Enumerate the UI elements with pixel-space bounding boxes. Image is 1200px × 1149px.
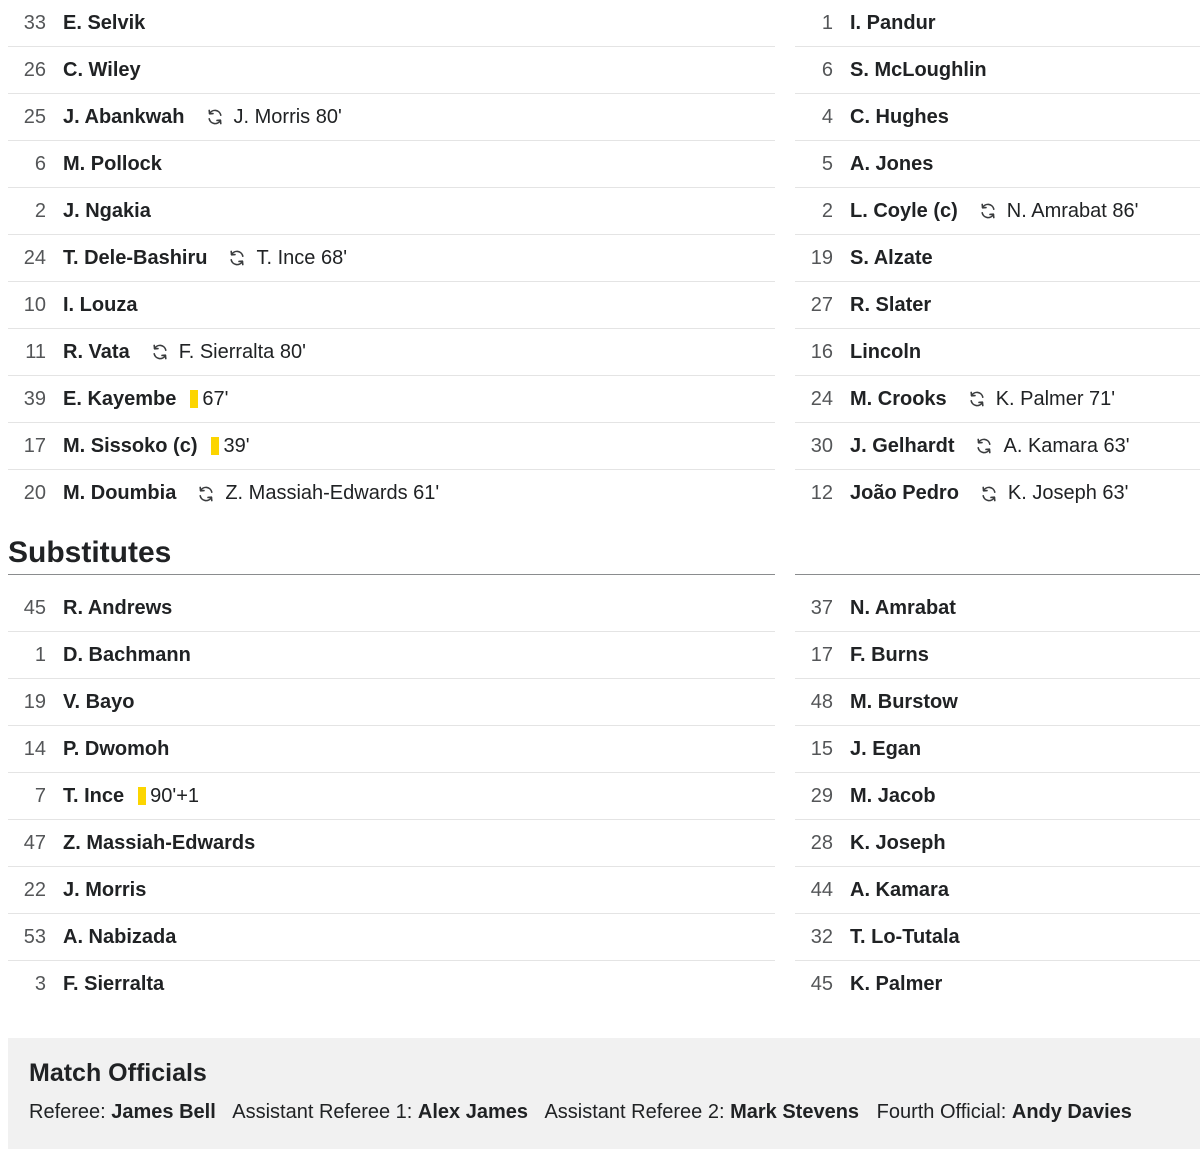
booking-minute: 67' [202,387,229,410]
player-row [795,914,1200,961]
player-name: F. Sierralta [63,973,165,995]
shirt-number: 4 [821,105,833,128]
shirt-number: 15 [810,737,833,760]
shirt-number: 14 [23,737,46,760]
substitute-in-name: F. Sierralta 80' [178,340,306,363]
player-name: P. Dwomoh [63,737,170,760]
player-row [795,585,1200,632]
official-referee [29,1101,216,1123]
player-row [8,423,775,470]
yellow-card-icon [211,437,219,455]
shirt-number: 48 [810,690,833,713]
player-name: T. Ince [63,784,125,807]
player-row [8,94,775,141]
player-row [795,773,1200,820]
player-row [8,235,775,282]
player-name: K. Joseph [850,831,946,854]
player-row [8,0,775,47]
substitution-icon [205,107,225,127]
player-name: D. Bachmann [63,643,191,666]
player-row [8,867,775,914]
substitution-event [974,435,1129,458]
player-row [795,726,1200,773]
player-name: T. Lo-Tutala [850,925,960,948]
player-row [795,679,1200,726]
shirt-number: 32 [810,925,833,948]
player-row [8,470,775,517]
player-name: J. Morris [63,878,147,901]
player-row [795,235,1200,282]
player-row [8,914,775,961]
player-name: E. Kayembe [63,387,177,410]
player-row [795,282,1200,329]
substitute-in-name: A. Kamara 63' [1003,434,1130,457]
player-name: J. Abankwah [63,105,185,128]
shirt-number: 44 [810,878,833,901]
substitution-event [196,482,439,505]
shirt-number: 20 [23,482,46,504]
shirt-number: 11 [25,340,46,363]
shirt-number: 6 [34,152,46,175]
official-name: James Bell [111,1101,216,1123]
shirt-number: 1 [821,11,833,34]
shirt-number: 26 [23,58,46,81]
player-row [8,329,775,376]
official-assistant-referee-2 [544,1101,859,1123]
substitution-event [979,482,1129,505]
substitution-event [205,106,342,129]
shirt-number: 45 [23,596,46,619]
player-row [795,0,1200,47]
player-name: C. Wiley [63,58,141,81]
substitute-in-name: K. Palmer 71' [995,387,1116,410]
shirt-number: 25 [23,105,46,128]
player-name: S. McLoughlin [850,58,987,81]
home-substitutes-list [8,585,775,1008]
shirt-number: 2 [34,199,46,222]
shirt-number: 17 [23,434,46,457]
yellow-card-event [190,388,228,411]
substitute-in-name: T. Ince 68' [256,246,348,269]
player-name: N. Amrabat [850,596,956,619]
shirt-number: 10 [23,293,46,316]
substitution-event [150,341,306,364]
shirt-number: 24 [23,246,46,269]
player-row [795,961,1200,1008]
player-name: T. Dele-Bashiru [63,246,208,269]
shirt-number: 16 [810,340,833,363]
away-starting-lineup [795,0,1200,517]
shirt-number: 6 [821,58,833,81]
yellow-card-event [211,435,249,458]
substitutes-heading: Substitutes [8,536,172,569]
player-name: C. Hughes [850,105,949,128]
player-name: M. Jacob [850,784,936,807]
shirt-number: 12 [810,482,833,504]
official-role: Fourth Official: [876,1101,1007,1123]
shirt-number: 28 [810,831,833,854]
match-officials-heading: Match Officials [29,1059,207,1087]
substitute-in-name: J. Morris 80' [233,105,342,128]
player-name: M. Sissoko (c) [63,434,198,457]
away-substitutes-list [795,585,1200,1008]
yellow-card-icon [190,390,198,408]
shirt-number: 24 [810,387,833,410]
substitution-icon [979,484,999,504]
shirt-number: 37 [810,596,833,619]
player-name: S. Alzate [850,246,933,269]
official-name: Andy Davies [1011,1101,1132,1123]
home-substitutes-divider [8,574,775,575]
player-name: E. Selvik [63,11,146,34]
player-row [795,470,1200,517]
player-row [795,47,1200,94]
player-name: M. Burstow [850,690,958,713]
player-row [795,376,1200,423]
substitution-icon [974,436,994,456]
substitution-event [227,247,347,270]
official-name: Alex James [417,1101,528,1123]
player-row [795,423,1200,470]
away-substitutes-divider [795,574,1200,575]
player-row [795,94,1200,141]
yellow-card-event [138,785,199,808]
player-name: A. Nabizada [63,925,177,948]
player-row [8,820,775,867]
player-name: I. Louza [63,293,138,316]
yellow-card-icon [138,787,146,805]
player-name: J. Gelhardt [850,434,955,457]
player-row [795,329,1200,376]
player-name: F. Burns [850,643,929,666]
shirt-number: 19 [810,246,833,269]
match-officials-panel [8,1038,1200,1149]
home-starting-lineup [8,0,775,517]
player-row [8,726,775,773]
player-row [8,679,775,726]
shirt-number: 5 [821,152,833,175]
official-role: Referee: [29,1101,106,1123]
shirt-number: 7 [34,784,46,807]
shirt-number: 22 [23,878,46,901]
substitution-icon [150,342,170,362]
substitute-in-name: Z. Massiah-Edwards 61' [225,482,440,504]
player-name: V. Bayo [63,690,135,713]
player-row [8,773,775,820]
player-name: A. Jones [850,152,934,175]
player-name: R. Slater [850,293,932,316]
shirt-number: 17 [810,643,833,666]
officials-line [29,1099,1179,1125]
official-assistant-referee-1 [232,1101,528,1123]
substitute-in-name: N. Amrabat 86' [1006,199,1139,222]
player-name: M. Crooks [850,387,947,410]
substitute-in-name: K. Joseph 63' [1007,482,1129,504]
player-name: I. Pandur [850,11,936,34]
player-row [8,376,775,423]
substitution-icon [196,484,216,504]
player-name: J. Egan [850,737,922,760]
substitution-event [967,388,1115,411]
player-name: M. Doumbia [63,482,177,504]
shirt-number: 1 [34,643,46,666]
official-fourth-official [877,1101,1132,1123]
shirt-number: 2 [821,199,833,222]
player-row [8,632,775,679]
shirt-number: 3 [34,973,46,995]
booking-minute: 90'+1 [150,784,200,807]
shirt-number: 30 [810,434,833,457]
player-name: L. Coyle (c) [850,199,958,222]
player-row [795,141,1200,188]
player-name: Lincoln [850,340,922,363]
shirt-number: 45 [810,973,833,995]
player-name: Z. Massiah-Edwards [63,831,256,854]
player-row [8,47,775,94]
shirt-number: 19 [23,690,46,713]
substitution-event [978,200,1139,223]
player-row [8,282,775,329]
player-row [795,188,1200,235]
player-name: A. Kamara [850,878,949,901]
player-name: K. Palmer [850,973,943,995]
substitution-icon [978,201,998,221]
player-name: J. Ngakia [63,199,151,222]
official-role: Assistant Referee 1: [232,1101,413,1123]
substitution-icon [967,389,987,409]
player-row [8,585,775,632]
player-row [8,188,775,235]
shirt-number: 33 [23,11,46,34]
shirt-number: 39 [23,387,46,410]
player-row [795,867,1200,914]
substitution-icon [227,248,247,268]
player-name: João Pedro [850,482,959,504]
shirt-number: 47 [23,831,46,854]
shirt-number: 53 [23,925,46,948]
player-row [8,961,775,1008]
shirt-number: 27 [810,293,833,316]
player-row [795,632,1200,679]
player-row [8,141,775,188]
official-role: Assistant Referee 2: [544,1101,725,1123]
official-name: Mark Stevens [730,1101,860,1123]
player-name: M. Pollock [63,152,162,175]
player-name: R. Vata [63,340,130,363]
player-row [795,820,1200,867]
booking-minute: 39' [223,434,250,457]
player-name: R. Andrews [63,596,173,619]
shirt-number: 29 [810,784,833,807]
